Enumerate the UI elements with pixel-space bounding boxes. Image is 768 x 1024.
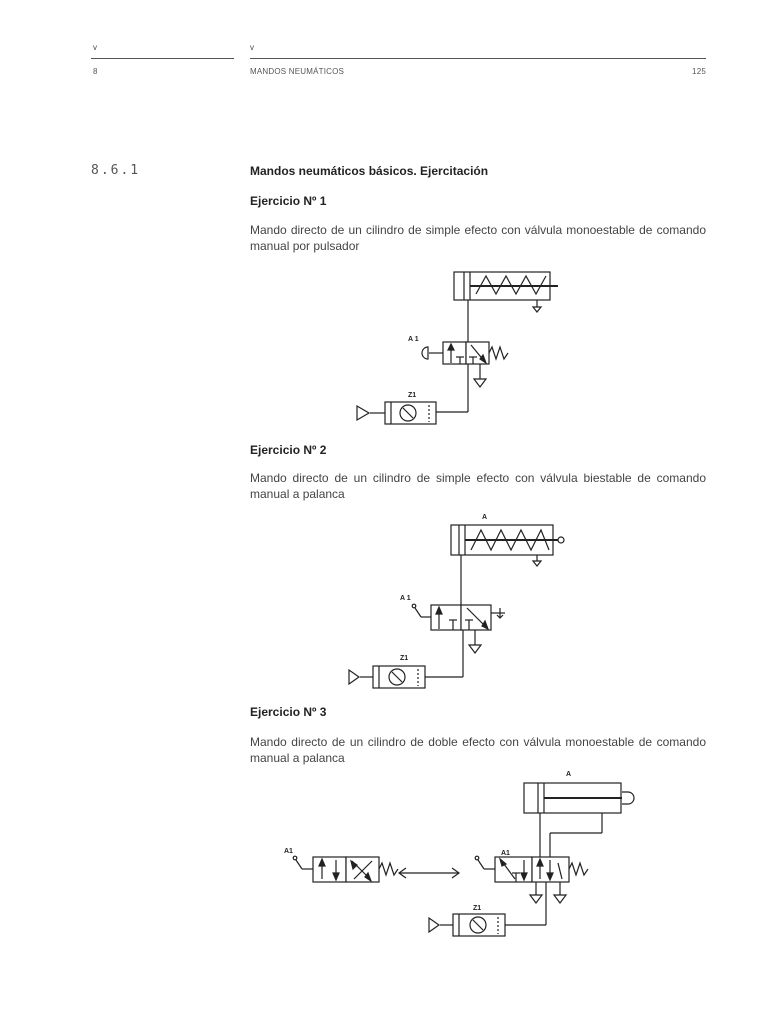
section-title: Mandos neumáticos básicos. Ejercitación [250,164,489,178]
exercise-3-title: Ejercicio Nº 3 [250,705,327,719]
header-mark-left: v [93,43,97,52]
section-number: 8.6.1 [91,163,141,178]
header-rule-left [91,58,234,59]
exercise-2-diagram [345,510,580,695]
exercise-3-description: Mando directo de un cilindro de doble efecto con válvula monoestable de comando manual a palanca [250,735,706,765]
chapter-title: MANDOS NEUMÁTICOS [250,67,345,76]
page-number: 125 [692,67,706,76]
exercise-2-cylinder-label: A [482,514,488,521]
header-mark-right: v [250,43,254,52]
exercise-3-valve-right-label: A1 [501,850,510,857]
exercise-1-valve-label: A 1 [408,336,419,343]
exercise-3-cylinder-label: A [566,771,572,778]
exercise-3-valve-left-label: A1 [284,848,293,855]
exercise-2-title: Ejercicio Nº 2 [250,443,327,457]
header-rule-right [250,58,706,59]
exercise-2-valve-label: A 1 [400,595,411,602]
exercise-2-supply-label: Z1 [400,655,409,662]
exercise-1-supply-label: Z1 [408,392,417,399]
exercise-1-diagram [340,265,580,430]
exercise-2-description: Mando directo de un cilindro de simple efecto con válvula biestable de comando manual a palanca [250,471,706,501]
chapter-number: 8 [93,67,98,76]
exercise-3-supply-label: Z1 [473,905,482,912]
exercise-1-description: Mando directo de un cilindro de simple efecto con válvula monoestable de comando manual por pulsador [250,223,706,253]
exercise-1-title: Ejercicio Nº 1 [250,194,327,208]
exercise-3-diagram [280,765,650,945]
